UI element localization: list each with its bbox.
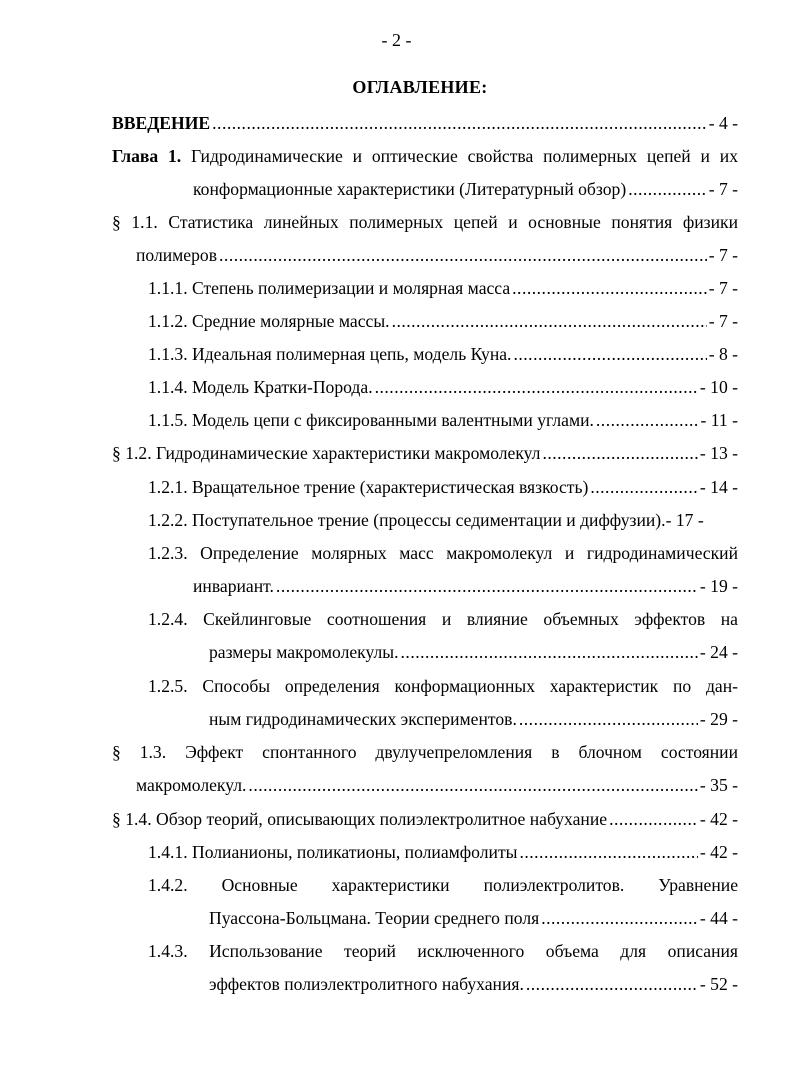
entry-label: 1.2.1. Вращательное трение (характеристическая вязкость) [148,477,589,497]
entry-label: § 1.2. Гидродинамические характеристики макромолекул [112,443,541,463]
dot-leader [401,641,698,663]
entry-label-line1: 1.2.5. Способы определения конформационных характеристик по дан- [148,676,738,696]
toc-entry-section-1-4[interactable] [112,808,738,830]
dot-leader [541,907,698,929]
dot-leader [542,442,697,464]
entry-label: 1.1.5. Модель цепи с фиксированными валентными углами. [148,410,594,430]
entry-page: - 24 - [699,642,738,662]
entry-label: § 1.4. Обзор теорий, описывающих полиэлектролитное набухание [112,809,608,829]
toc-entry-1-1-2[interactable] [148,310,738,332]
toc-entry-1-4-2-cont[interactable] [209,907,738,929]
dot-leader [212,112,707,134]
dot-leader [219,244,707,266]
entry-label: 1.4.1. Полианионы, поликатионы, полиамфолиты [148,842,518,862]
toc-entry-1-4-3[interactable] [148,940,738,962]
page-number: - 2 - [381,30,412,50]
toc-entry-1-2-4[interactable] [148,608,738,630]
entry-label-line1: Гидродинамические и оптические свойства полимерных цепей и их [191,146,738,166]
entry-label-line2: инвариант. [193,576,274,596]
entry-label: 1.1.2. Средние молярные массы. [148,311,390,331]
entry-page: - 35 - [699,775,738,795]
toc-entry-section-1-3[interactable] [112,741,738,763]
entry-page: - 29 - [699,709,738,729]
entry-page: - 17 - [665,510,704,530]
toc-entry-introduction[interactable] [112,112,738,134]
entry-page: - 7 - [708,311,738,331]
entry-page: - 10 - [699,377,738,397]
entry-page: - 11 - [700,410,738,430]
toc-title: ОГЛАВЛЕНИЕ: [352,77,488,97]
entry-label: 1.1.1. Степень полимеризации и молярная масса [148,278,511,298]
dot-leader [513,343,706,365]
entry-label-line1: § 1.1. Статистика линейных полимерных цепей и основные понятия физики [112,212,738,232]
entry-label-line1: 1.2.3. Определение молярных масс макромолекул и гидродинамический [148,543,738,563]
entry-label: 1.2.2. Поступательное трение (процессы седиментации и диффузии). [148,510,666,530]
entry-label-line2: макромолекул. [136,775,247,795]
entry-label-line1: § 1.3. Эффект спонтанного двулучепреломления в блочном состоянии [112,742,738,762]
entry-page: - 4 - [708,113,738,133]
dot-leader [519,708,698,730]
entry-label-line1: 1.4.3. Использование теорий исключенного объема для описания [148,941,738,961]
toc-entry-1-4-2[interactable] [148,874,738,896]
entry-label-line2: размеры макромолекулы. [209,642,399,662]
entry-label-line2: ным гидродинамических экспериментов. [209,709,517,729]
entry-page: - 52 - [699,974,738,994]
toc-entry-1-2-5[interactable] [148,675,738,697]
entry-page: - 19 - [699,576,738,596]
toc-entry-1-2-4-cont[interactable] [209,641,738,663]
toc-entry-section-1-2[interactable] [112,442,738,464]
dot-leader [609,808,698,830]
toc-entry-1-4-3-cont[interactable] [209,973,738,995]
toc-entry-section-1-3-cont[interactable] [136,774,738,796]
entry-page: - 7 - [708,245,738,265]
entry-page: - 13 - [699,443,738,463]
toc-entry-1-2-2[interactable] [148,509,738,531]
entry-label-line2: конформационные характеристики (Литературный обзор) [193,179,627,199]
entry-page: - 7 - [708,278,738,298]
toc-entry-1-2-1[interactable] [148,476,738,498]
dot-leader [512,277,707,299]
entry-page: - 42 - [699,809,738,829]
entry-label: 1.1.3. Идеальная полимерная цепь, модель Куна. [148,344,512,364]
entry-label-line1: 1.4.2. Основные характеристики полиэлектролитов. Уравнение [148,875,738,895]
toc-entry-1-2-3[interactable] [148,542,738,564]
dot-leader [375,376,698,398]
toc-entry-1-1-4[interactable] [148,376,738,398]
toc-entry-chapter-1-cont[interactable] [193,178,738,200]
dot-leader [519,841,697,863]
toc-entry-1-2-5-cont[interactable] [209,708,738,730]
entry-page: - 14 - [699,477,738,497]
entry-label: ВВЕДЕНИЕ [112,113,211,133]
toc-entry-section-1-1[interactable] [112,211,738,233]
toc-entry-1-1-1[interactable] [148,277,738,299]
dot-leader [526,973,698,995]
dot-leader [596,409,699,431]
entry-label: 1.1.4. Модель Кратки-Порода. [148,377,373,397]
chapter-prefix: Глава 1. [112,146,182,166]
toc-entry-1-2-3-cont[interactable] [193,575,738,597]
toc-entry-1-1-3[interactable] [148,343,738,365]
entry-page: - 44 - [699,908,738,928]
entry-label-line1: 1.2.4. Скейлинговые соотношения и влияние объемных эффектов на [148,609,738,629]
toc-entry-1-1-5[interactable] [148,409,738,431]
entry-page: - 8 - [708,344,738,364]
entry-label-line2: Пуассона-Больцмана. Теории среднего поля [209,908,540,928]
toc-entry-1-4-1[interactable] [148,841,738,863]
dot-leader [628,178,707,200]
dot-leader [276,575,698,597]
dot-leader [392,310,707,332]
toc-entry-section-1-1-cont[interactable] [136,244,738,266]
dot-leader [248,774,697,796]
entry-page: - 42 - [699,842,738,862]
entry-label-line2: полимеров [136,245,218,265]
dot-leader [590,476,698,498]
entry-label-line2: эффектов полиэлектролитного набухания. [209,974,524,994]
entry-page: - 7 - [708,179,738,199]
toc-entry-chapter-1[interactable] [112,145,738,167]
